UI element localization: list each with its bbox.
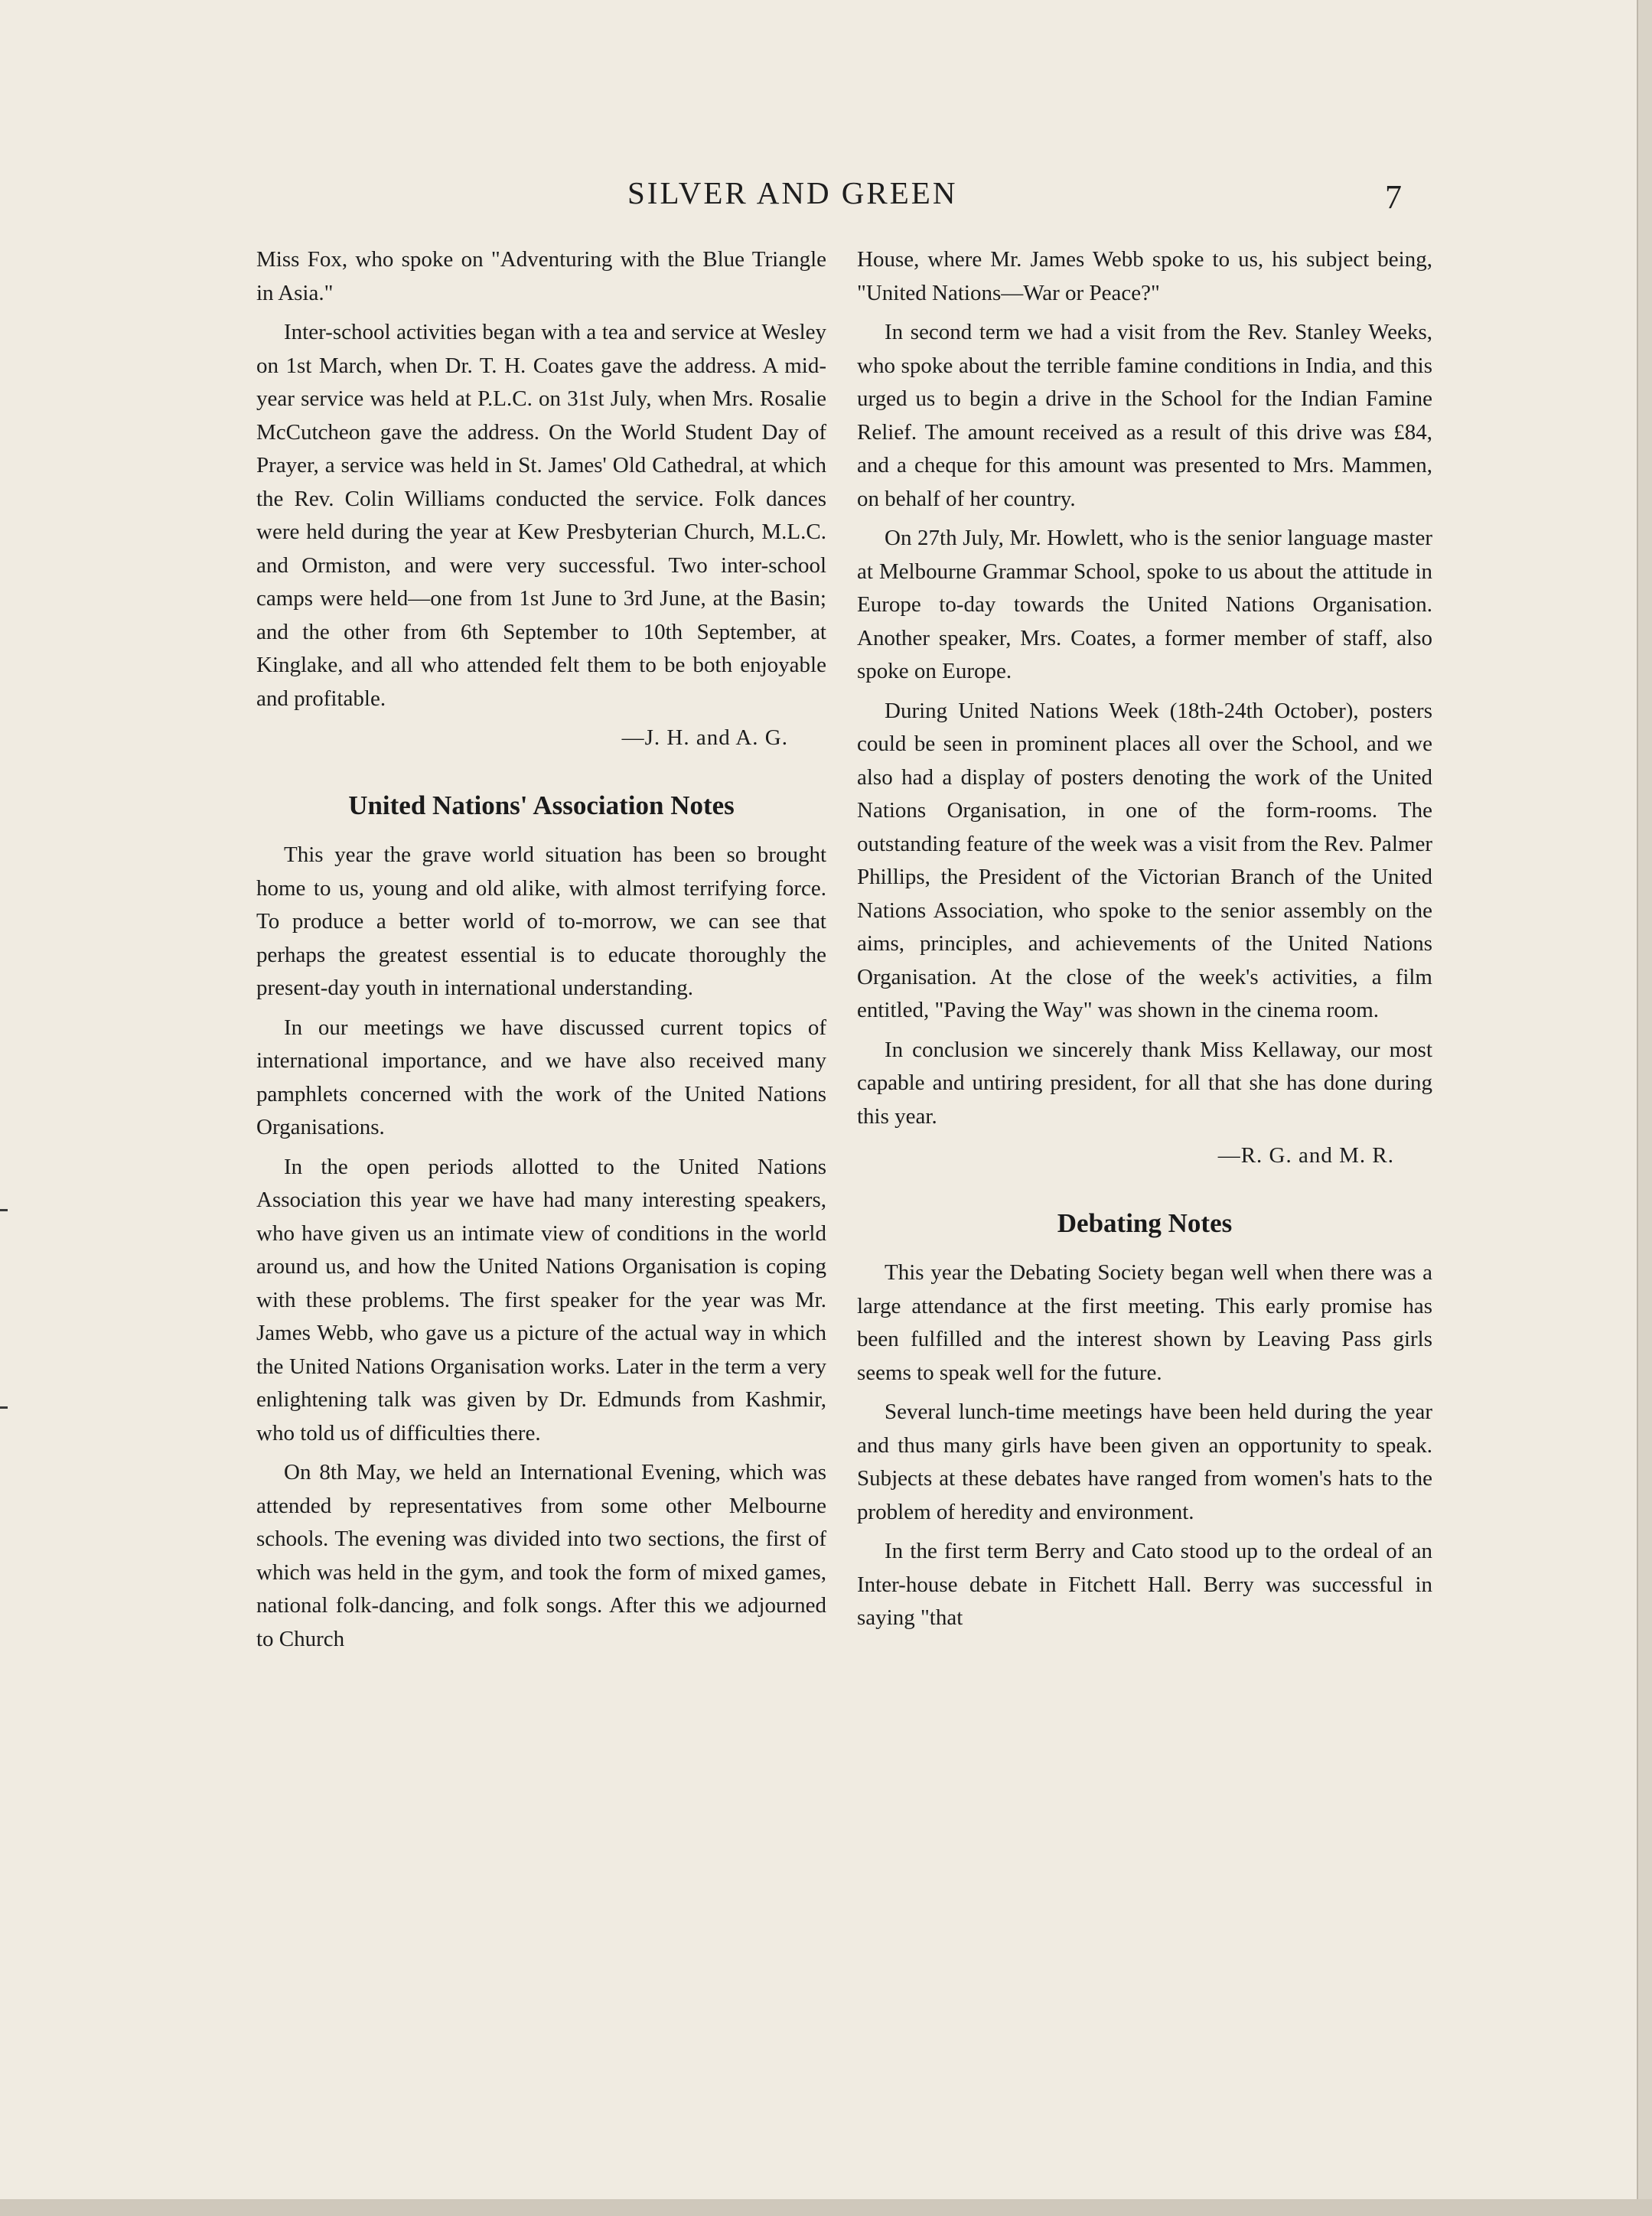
margin-mark [0,1406,8,1409]
paragraph: In the first term Berry and Cato stood up to the ordeal of an Inter-house debate in Fitchett Hall. Berry was successful in saying "that [857,1539,1432,1630]
paragraph: In the open periods allotted to the United Nations Association this year we have had many interesting speakers, who have given us an intimate view of conditions in the world around us, and how the United Nations Organisation is coping with these problems. The first speaker for the year was Mr. James Webb, who gave us a picture of the actual way in which the United Nations Organisation works. Later in the term a very enlightening talk was given by Dr. Edmunds from Kashmir, who told us of difficulties there. [256,1154,826,1445]
left-column [256,243,826,1662]
page-edge-right [1637,0,1652,2216]
section-heading-debating: Debating Notes [1057,1207,1233,1238]
paragraph: Several lunch-time meetings have been held during the year and thus many girls have been given an opportunity to speak. Subjects at these debates have ranged from women's hats to the problem of heredity and environment. [857,1400,1432,1524]
paragraph: Inter-school activities began with a tea and service at Wesley on 1st March, when Dr. T. H. Coates gave the address. A mid-year service was held at P.L.C. on 31st July, when Mrs. Rosalie McCutcheon gave the address. On the World Student Day of Prayer, a service was held in St. James' Old Cathedral, at which the Rev. Colin Williams conducted the service. Folk dances were held during the year at Kew Presbyterian Church, M.L.C. and Ormiston, and were very successful. Two inter-school camps were held—one from 1st June to 3rd June, at the Basin; and the other from 6th September to 10th September, at Kinglake, and all who attended felt them to be both enjoyable and profitable. [256,320,826,711]
paragraph: House, where Mr. James Webb spoke to us, his subject being, "United Nations—War or Peace?" [857,247,1432,305]
right-column [857,243,1432,1641]
running-header-title: SILVER AND GREEN [627,175,958,210]
margin-mark [0,1209,8,1211]
paragraph: This year the Debating Society began well when there was a large attendance at the first meeting. This early promise has been fulfilled and the interest shown by Leaving Pass girls seems to speak well for the future. [857,1260,1432,1385]
paragraph: On 8th May, we held an International Evening, which was attended by representatives from some other Melbourne schools. The evening was divided into two sections, the first of which was held in the gym, and took the form of mixed games, national folk-dancing, and folk songs. After this we adjourned to Church [256,1460,826,1651]
paragraph: Miss Fox, who spoke on "Adventuring with the Blue Triangle in Asia." [256,247,826,305]
page-edge-bottom [0,2199,1652,2216]
paragraph: This year the grave world situation has been so brought home to us, young and old alike, with almost terrifying force. To produce a better world of to-morrow, we can see that perhaps the greatest essential is to educate thoroughly the present-day youth in international understanding. [256,842,826,1000]
paragraph: In our meetings we have discussed current topics of international importance, and we have also received many pamphlets concerned with the work of the United Nations Organisations. [256,1015,826,1139]
paragraph: In second term we had a visit from the Rev. Stanley Weeks, who spoke about the terrible famine conditions in India, and this urged us to begin a drive in the School for the Indian Famine Relief. The amount received as a result of this drive was £84, and a cheque for this amount was presented to Mrs. Mammen, on behalf of her country. [857,320,1432,511]
page-number: 7 [1385,178,1402,216]
paragraph: On 27th July, Mr. Howlett, who is the senior language master at Melbourne Grammar School, spoke to us about the attitude in Europe to-day towards the United Nations Organisation. Another speaker, Mrs. Coates, a former member of staff, also spoke on Europe. [857,526,1432,683]
signature: —R. G. and M. R. [1217,1143,1394,1168]
paragraph: In conclusion we sincerely thank Miss Kellaway, our most capable and untiring president, for all that she has done during this year. [857,1037,1432,1129]
section-heading-un-association: United Nations' Association Notes [348,790,735,820]
signature: —J. H. and A. G. [621,725,788,750]
paragraph: During United Nations Week (18th-24th October), posters could be seen in prominent places all over the School, and we also had a display of posters denoting the work of the United Nations Organisation, in one of the form-rooms. The outstanding feature of the week was a visit from the Rev. Palmer Phillips, the President of the Victorian Branch of the United Nations Association, who spoke to the senior assembly on the aims, principles, and achievements of the United Nations Organisation. At the close of the week's activities, a film entitled, "Paving the Way" was shown in the cinema room. [857,698,1432,1022]
